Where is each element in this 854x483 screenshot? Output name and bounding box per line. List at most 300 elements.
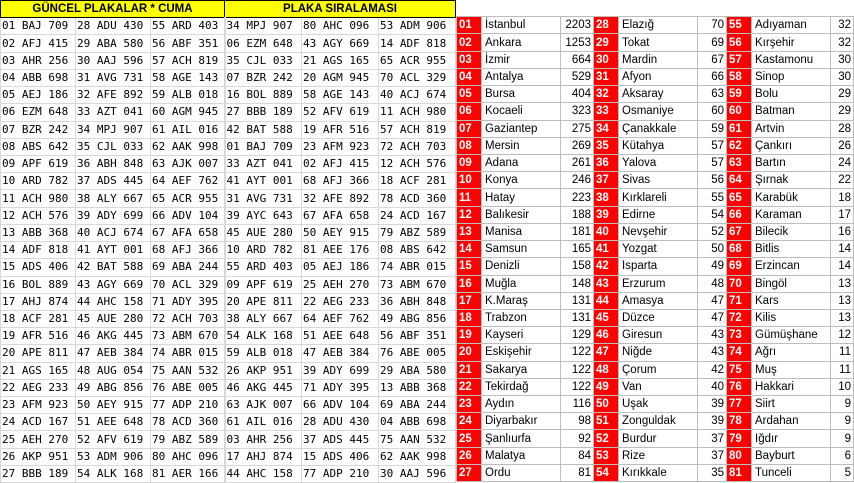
rank-number: 80 xyxy=(727,447,752,464)
plate-cell: 58 AGE 143 xyxy=(151,69,225,86)
ranking-row xyxy=(457,309,854,326)
province-name: Artvin xyxy=(752,120,831,137)
plate-cell: 09 APF 619 xyxy=(225,276,302,293)
province-count: 48 xyxy=(698,275,727,292)
plate-cell: 70 ACL 329 xyxy=(379,69,456,86)
rank-number: 21 xyxy=(457,361,482,378)
plate-cell: 09 APF 619 xyxy=(1,155,76,172)
plate-cell: 48 AUG 054 xyxy=(76,362,151,379)
province-name: Muğla xyxy=(482,275,561,292)
province-count: 122 xyxy=(561,378,594,395)
province-count: 529 xyxy=(561,68,594,85)
ranking-row xyxy=(457,275,854,292)
plate-cell: 25 AEH 270 xyxy=(302,276,379,293)
ranking-row xyxy=(457,223,854,240)
rank-number: 64 xyxy=(727,172,752,189)
plate-row xyxy=(1,18,456,35)
rank-number: 35 xyxy=(594,137,619,154)
ranking-row xyxy=(457,344,854,361)
ranking-row xyxy=(457,241,854,258)
plate-row xyxy=(1,310,456,327)
plate-cell: 73 ABM 670 xyxy=(379,276,456,293)
plate-cell: 34 MPJ 907 xyxy=(76,121,151,138)
province-name: Hakkari xyxy=(752,378,831,395)
province-name: Gaziantep xyxy=(482,120,561,137)
province-count: 32 xyxy=(831,17,854,34)
plate-cell: 79 ABZ 589 xyxy=(379,224,456,241)
plate-row xyxy=(1,448,456,465)
rank-number: 45 xyxy=(594,309,619,326)
plate-cell: 15 ADS 406 xyxy=(302,448,379,465)
plate-cell: 55 ARD 403 xyxy=(225,259,302,276)
plate-cell: 20 AGM 945 xyxy=(302,69,379,86)
ranking-header-spacer xyxy=(457,0,854,17)
rank-number: 51 xyxy=(594,413,619,430)
plate-cell: 02 AFJ 415 xyxy=(302,155,379,172)
plate-cell: 67 AFA 658 xyxy=(302,207,379,224)
plate-cell: 13 ABB 368 xyxy=(1,224,76,241)
plate-cell: 24 ACD 167 xyxy=(1,414,76,431)
plate-cell: 68 AFJ 366 xyxy=(151,242,225,259)
province-name: Giresun xyxy=(619,327,698,344)
province-count: 13 xyxy=(831,292,854,309)
ranking-row xyxy=(457,206,854,223)
province-count: 24 xyxy=(831,154,854,171)
plate-cell: 01 BAJ 709 xyxy=(225,138,302,155)
plate-cell: 13 ABB 368 xyxy=(379,379,456,396)
plate-cell: 38 ALY 667 xyxy=(76,190,151,207)
province-count: 39 xyxy=(698,396,727,413)
province-name: Şanlıurfa xyxy=(482,430,561,447)
plate-cell: 66 ADV 104 xyxy=(151,207,225,224)
rank-number: 10 xyxy=(457,172,482,189)
rank-number: 14 xyxy=(457,241,482,258)
ranking-row xyxy=(457,172,854,189)
plate-cell: 04 ABB 698 xyxy=(1,69,76,86)
plate-cell: 74 ABR 015 xyxy=(151,345,225,362)
plate-cell: 40 ACJ 674 xyxy=(76,224,151,241)
province-name: Eskişehir xyxy=(482,344,561,361)
plate-cell: 70 ACL 329 xyxy=(151,276,225,293)
plate-cell: 27 BBB 189 xyxy=(225,104,302,121)
province-count: 323 xyxy=(561,103,594,120)
rank-number: 58 xyxy=(727,68,752,85)
province-count: 66 xyxy=(698,68,727,85)
province-name: Sinop xyxy=(752,68,831,85)
plate-cell: 07 BZR 242 xyxy=(225,69,302,86)
province-name: Kayseri xyxy=(482,327,561,344)
plate-cell: 71 ADY 395 xyxy=(151,293,225,310)
province-count: 165 xyxy=(561,241,594,258)
province-name: Sakarya xyxy=(482,361,561,378)
rank-number: 62 xyxy=(727,137,752,154)
plate-cell: 56 ABF 351 xyxy=(379,328,456,345)
rank-number: 07 xyxy=(457,120,482,137)
plate-cell: 02 AFJ 415 xyxy=(1,35,76,52)
plate-cell: 14 ADF 818 xyxy=(379,35,456,52)
rank-number: 50 xyxy=(594,396,619,413)
province-name: Bingöl xyxy=(752,275,831,292)
ranking-row xyxy=(457,34,854,51)
province-count: 14 xyxy=(831,258,854,275)
plate-row xyxy=(1,259,456,276)
plate-row xyxy=(1,138,456,155)
rank-number: 69 xyxy=(727,258,752,275)
province-name: Kırşehir xyxy=(752,34,831,51)
plate-cell: 35 CJL 033 xyxy=(225,52,302,69)
rank-number: 29 xyxy=(594,34,619,51)
province-count: 69 xyxy=(698,34,727,51)
province-count: 29 xyxy=(831,86,854,103)
ranking-row xyxy=(457,327,854,344)
rank-number: 08 xyxy=(457,137,482,154)
rank-number: 16 xyxy=(457,275,482,292)
rank-number: 65 xyxy=(727,189,752,206)
plate-row xyxy=(1,69,456,86)
province-count: 13 xyxy=(831,275,854,292)
plate-cell: 23 AFM 923 xyxy=(302,138,379,155)
province-count: 9 xyxy=(831,430,854,447)
rank-number: 13 xyxy=(457,223,482,240)
plate-cell: 46 AKG 445 xyxy=(225,379,302,396)
province-name: Niğde xyxy=(619,344,698,361)
province-name: Çankırı xyxy=(752,137,831,154)
plate-cell: 59 ALB 018 xyxy=(151,87,225,104)
plate-cell: 78 ACD 360 xyxy=(151,414,225,431)
plate-cell: 64 AEF 762 xyxy=(302,310,379,327)
province-count: 52 xyxy=(698,223,727,240)
province-count: 35 xyxy=(698,464,727,481)
province-name: Antalya xyxy=(482,68,561,85)
rank-number: 59 xyxy=(727,86,752,103)
rank-number: 36 xyxy=(594,154,619,171)
plate-cell: 27 BBB 189 xyxy=(1,465,76,482)
province-name: Ordu xyxy=(482,464,561,481)
province-count: 63 xyxy=(698,86,727,103)
rank-number: 74 xyxy=(727,344,752,361)
plate-cell: 35 CJL 033 xyxy=(76,138,151,155)
rank-number: 22 xyxy=(457,378,482,395)
plate-cell: 63 AJK 007 xyxy=(225,397,302,414)
ranking-row xyxy=(457,258,854,275)
rank-number: 33 xyxy=(594,103,619,120)
plate-cell: 38 ALY 667 xyxy=(225,310,302,327)
plate-cell: 72 ACH 703 xyxy=(151,310,225,327)
plate-cell: 12 ACH 576 xyxy=(1,207,76,224)
plate-cell: 18 ACF 281 xyxy=(379,173,456,190)
plate-cell: 44 AHC 158 xyxy=(76,293,151,310)
province-name: Çorum xyxy=(619,361,698,378)
province-name: Malatya xyxy=(482,447,561,464)
province-name: Hatay xyxy=(482,189,561,206)
province-name: Bartın xyxy=(752,154,831,171)
ranking-row xyxy=(457,103,854,120)
province-name: Mersin xyxy=(482,137,561,154)
province-name: Balıkesir xyxy=(482,206,561,223)
rank-number: 72 xyxy=(727,309,752,326)
province-name: Ağrı xyxy=(752,344,831,361)
plate-cell: 55 ARD 403 xyxy=(151,18,225,35)
ranking-row xyxy=(457,17,854,34)
plate-cell: 28 ADU 430 xyxy=(76,18,151,35)
ranking-row xyxy=(457,378,854,395)
plate-cell: 54 ALK 168 xyxy=(76,465,151,482)
rank-number: 30 xyxy=(594,51,619,68)
plate-cell: 69 ABA 244 xyxy=(379,397,456,414)
province-count: 37 xyxy=(698,430,727,447)
plate-cell: 39 AYC 643 xyxy=(225,207,302,224)
plate-cell: 04 ABB 698 xyxy=(379,414,456,431)
plate-cell: 42 BAT 588 xyxy=(76,259,151,276)
province-name: Bitlis xyxy=(752,241,831,258)
plate-cell: 32 AFE 892 xyxy=(302,190,379,207)
province-count: 9 xyxy=(831,396,854,413)
rank-number: 78 xyxy=(727,413,752,430)
plate-cell: 50 AEY 915 xyxy=(76,397,151,414)
province-count: 55 xyxy=(698,189,727,206)
province-name: Uşak xyxy=(619,396,698,413)
plate-cell: 19 AFR 516 xyxy=(1,328,76,345)
province-name: Yozgat xyxy=(619,241,698,258)
plate-cell: 58 AGE 143 xyxy=(302,87,379,104)
province-count: 32 xyxy=(831,34,854,51)
province-name: Mardin xyxy=(619,51,698,68)
province-name: Tokat xyxy=(619,34,698,51)
plate-row xyxy=(1,207,456,224)
plate-row xyxy=(1,52,456,69)
plate-cell: 15 ADS 406 xyxy=(1,259,76,276)
plate-ranking-title: PLAKA SIRALAMASI xyxy=(225,1,456,18)
plate-row xyxy=(1,431,456,448)
plate-cell: 37 ADS 445 xyxy=(302,431,379,448)
plate-cell: 41 AYT 001 xyxy=(76,242,151,259)
province-count: 50 xyxy=(698,241,727,258)
province-count: 13 xyxy=(831,309,854,326)
ranking-row xyxy=(457,292,854,309)
plate-cell: 08 ABS 642 xyxy=(379,242,456,259)
plate-cell: 59 ALB 018 xyxy=(225,345,302,362)
plate-cell: 51 AEE 648 xyxy=(76,414,151,431)
province-count: 22 xyxy=(831,172,854,189)
rank-number: 27 xyxy=(457,464,482,481)
province-name: Diyarbakır xyxy=(482,413,561,430)
plate-row xyxy=(1,224,456,241)
plate-cell: 60 AGM 945 xyxy=(151,104,225,121)
plate-cell: 10 ARD 782 xyxy=(225,242,302,259)
province-count: 14 xyxy=(831,241,854,258)
ranking-row xyxy=(457,120,854,137)
plate-cell: 44 AHC 158 xyxy=(225,465,302,482)
plate-cell: 29 ABA 580 xyxy=(76,35,151,52)
plate-cell: 57 ACH 819 xyxy=(379,121,456,138)
ranking-row xyxy=(457,86,854,103)
province-name: Elazığ xyxy=(619,17,698,34)
rank-number: 47 xyxy=(594,344,619,361)
province-name: Şırnak xyxy=(752,172,831,189)
province-name: Erzurum xyxy=(619,275,698,292)
province-count: 57 xyxy=(698,137,727,154)
plate-cell: 26 AKP 951 xyxy=(1,448,76,465)
plate-cell: 39 ADY 699 xyxy=(76,207,151,224)
plate-cell: 49 ABG 856 xyxy=(379,310,456,327)
plate-row xyxy=(1,276,456,293)
province-count: 98 xyxy=(561,413,594,430)
province-name: Tunceli xyxy=(752,464,831,481)
province-count: 275 xyxy=(561,120,594,137)
province-count: 269 xyxy=(561,137,594,154)
plate-cell: 77 ADP 210 xyxy=(151,397,225,414)
plate-row xyxy=(1,293,456,310)
rank-number: 67 xyxy=(727,223,752,240)
province-count: 158 xyxy=(561,258,594,275)
province-count: 37 xyxy=(698,447,727,464)
plate-cell: 61 AIL 016 xyxy=(225,414,302,431)
province-name: Denizli xyxy=(482,258,561,275)
province-count: 16 xyxy=(831,223,854,240)
plate-cell: 25 AEH 270 xyxy=(1,431,76,448)
plate-row xyxy=(1,362,456,379)
plate-cell: 28 ADU 430 xyxy=(302,414,379,431)
province-name: Kırıkkale xyxy=(619,464,698,481)
plate-cell: 19 AFR 516 xyxy=(302,121,379,138)
plate-cell: 57 ACH 819 xyxy=(151,52,225,69)
province-count: 47 xyxy=(698,292,727,309)
ranking-row xyxy=(457,361,854,378)
ranking-row xyxy=(457,447,854,464)
plate-cell: 31 AVG 731 xyxy=(225,190,302,207)
plate-cell: 21 AGS 165 xyxy=(1,362,76,379)
plate-cell: 76 ABE 005 xyxy=(151,379,225,396)
rank-number: 42 xyxy=(594,258,619,275)
plate-cell: 20 APE 811 xyxy=(1,345,76,362)
province-count: 39 xyxy=(698,413,727,430)
plate-cell: 81 AER 166 xyxy=(151,465,225,482)
plate-row xyxy=(1,397,456,414)
province-count: 59 xyxy=(698,120,727,137)
province-count: 148 xyxy=(561,275,594,292)
province-count: 261 xyxy=(561,154,594,171)
province-name: Manisa xyxy=(482,223,561,240)
plate-cell: 79 ABZ 589 xyxy=(151,431,225,448)
rank-number: 28 xyxy=(594,17,619,34)
current-plates-title: GÜNCEL PLAKALAR * CUMA xyxy=(1,1,225,18)
province-name: Aydın xyxy=(482,396,561,413)
province-count: 2203 xyxy=(561,17,594,34)
province-count: 84 xyxy=(561,447,594,464)
plate-cell: 62 AAK 998 xyxy=(379,448,456,465)
plate-row xyxy=(1,87,456,104)
plate-row xyxy=(1,345,456,362)
plate-cell: 43 AGY 669 xyxy=(76,276,151,293)
plate-cell: 49 ABG 856 xyxy=(76,379,151,396)
plate-cell: 75 AAN 532 xyxy=(151,362,225,379)
ranking-row xyxy=(457,396,854,413)
plate-cell: 20 APE 811 xyxy=(225,293,302,310)
province-name: Burdur xyxy=(619,430,698,447)
plate-cell: 81 AEE 176 xyxy=(302,242,379,259)
rank-number: 04 xyxy=(457,68,482,85)
province-name: Muş xyxy=(752,361,831,378)
rank-number: 49 xyxy=(594,378,619,395)
province-name: İzmir xyxy=(482,51,561,68)
province-name: Düzce xyxy=(619,309,698,326)
rank-number: 44 xyxy=(594,292,619,309)
plate-row xyxy=(1,379,456,396)
rank-number: 17 xyxy=(457,292,482,309)
rank-number: 06 xyxy=(457,103,482,120)
province-name: Ardahan xyxy=(752,413,831,430)
plate-cell: 68 AFJ 366 xyxy=(302,173,379,190)
rank-number: 39 xyxy=(594,206,619,223)
plate-cell: 16 BOL 889 xyxy=(225,87,302,104)
province-count: 131 xyxy=(561,292,594,309)
plate-cell: 80 AHC 096 xyxy=(151,448,225,465)
province-count: 56 xyxy=(698,172,727,189)
province-name: Trabzon xyxy=(482,309,561,326)
province-name: Nevşehir xyxy=(619,223,698,240)
rank-number: 25 xyxy=(457,430,482,447)
plate-row xyxy=(1,414,456,431)
rank-number: 52 xyxy=(594,430,619,447)
plate-cell: 12 ACH 576 xyxy=(379,155,456,172)
rank-number: 63 xyxy=(727,154,752,171)
ranking-row xyxy=(457,51,854,68)
province-count: 70 xyxy=(698,17,727,34)
province-name: Kastamonu xyxy=(752,51,831,68)
province-count: 40 xyxy=(698,378,727,395)
province-count: 664 xyxy=(561,51,594,68)
plate-cell: 77 ADP 210 xyxy=(302,465,379,482)
province-name: Kars xyxy=(752,292,831,309)
rank-number: 01 xyxy=(457,17,482,34)
province-count: 17 xyxy=(831,206,854,223)
plate-cell: 22 AEG 233 xyxy=(302,293,379,310)
rank-number: 75 xyxy=(727,361,752,378)
ranking-row xyxy=(457,430,854,447)
province-count: 29 xyxy=(831,103,854,120)
province-count: 188 xyxy=(561,206,594,223)
plate-cell: 65 ACR 955 xyxy=(379,52,456,69)
plate-cell: 33 AZT 041 xyxy=(76,104,151,121)
plate-cell: 67 AFA 658 xyxy=(151,224,225,241)
province-count: 6 xyxy=(831,447,854,464)
plate-row xyxy=(1,242,456,259)
plate-cell: 29 ABA 580 xyxy=(379,362,456,379)
plate-cell: 10 ARD 782 xyxy=(1,173,76,190)
plate-cell: 46 AKG 445 xyxy=(76,328,151,345)
plate-cell: 54 ALK 168 xyxy=(225,328,302,345)
province-count: 131 xyxy=(561,309,594,326)
province-name: Kütahya xyxy=(619,137,698,154)
rank-number: 56 xyxy=(727,34,752,51)
plate-cell: 11 ACH 980 xyxy=(379,104,456,121)
plate-cell: 06 EZM 648 xyxy=(1,104,76,121)
province-name: Kilis xyxy=(752,309,831,326)
plate-cell: 62 AAK 998 xyxy=(151,138,225,155)
plate-cell: 53 ADM 906 xyxy=(379,18,456,35)
rank-number: 03 xyxy=(457,51,482,68)
plate-cell: 03 AHR 256 xyxy=(225,431,302,448)
plate-cell: 21 AGS 165 xyxy=(302,52,379,69)
province-name: Karaman xyxy=(752,206,831,223)
rank-number: 60 xyxy=(727,103,752,120)
rank-number: 61 xyxy=(727,120,752,137)
province-name: Amasya xyxy=(619,292,698,309)
rank-number: 15 xyxy=(457,258,482,275)
rank-number: 48 xyxy=(594,361,619,378)
rank-number: 37 xyxy=(594,172,619,189)
province-count: 12 xyxy=(831,327,854,344)
